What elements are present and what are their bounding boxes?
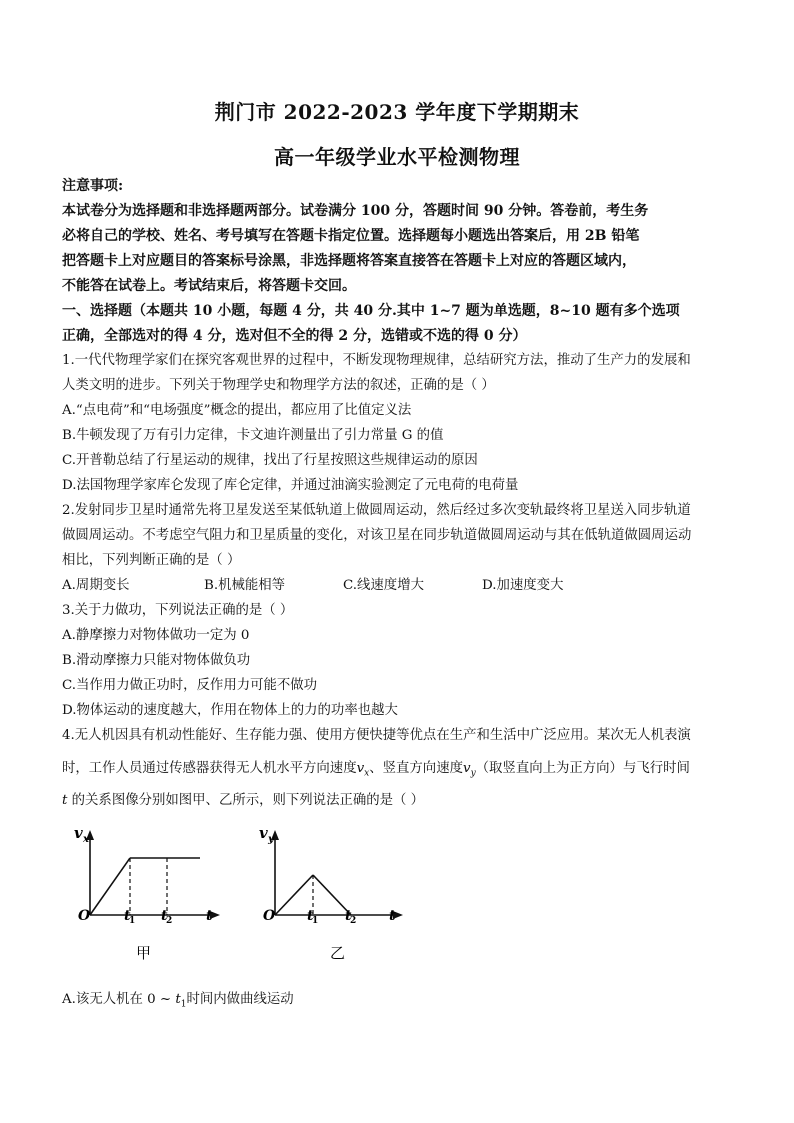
option-text: 时间内做曲线运动 xyxy=(186,992,294,1007)
option-d: D.法国物理学家库仑发现了库仑定律，并通过油滴实验测定了元电荷的电荷量 xyxy=(62,478,519,493)
figure-yi xyxy=(245,820,415,965)
question-stem: 做圆周运动。不考虑空气阻力和卫星质量的变化，对该卫星在同步轨道做圆周运动与其在低轨道做圆周运动 xyxy=(62,528,692,543)
tick-label: t xyxy=(307,908,314,924)
exam-subtitle: 高一年级学业水平检测物理 xyxy=(274,145,520,169)
origin-label: O xyxy=(78,908,91,924)
notice-line: 必将自己的学校、姓名、考号填写在答题卡指定位置。选择题每小题选出答案后，用 2B 铅笔 xyxy=(62,228,640,244)
var-t: t xyxy=(175,992,181,1007)
graph-line xyxy=(90,858,130,915)
question-stem: 3.关于力做功，下列说法正确的是（ ） xyxy=(62,603,294,618)
stem-text: 时，工作人员通过传感器获得无人机水平方向速度 xyxy=(62,761,357,776)
notice-line: 把答题卡上对应题目的答案标号涂黑，非选择题将答案直接答在答题卡上对应的答题区域内， xyxy=(62,253,636,269)
tick-label: t xyxy=(161,908,168,924)
figure-jia xyxy=(60,820,230,965)
tick-label-sub: 2 xyxy=(350,916,357,926)
question-stem xyxy=(62,757,690,779)
exam-title: 荆门市 2022-2023 学年度下学期期末 xyxy=(214,100,580,124)
var-v: v xyxy=(462,761,471,776)
notice-line: 不能答在试卷上。考试结束后，将答题卡交回。 xyxy=(62,278,356,294)
option-a: A.静摩擦力对物体做功一定为 0 xyxy=(62,628,250,643)
question-stem: 相比，下列判断正确的是（ ） xyxy=(62,553,241,568)
option-c: C.当作用力做正功时，反作用力可能不做功 xyxy=(62,678,318,693)
stem-text: 的关系图像分别如图甲、乙所示，则下列说法正确的是（ ） xyxy=(71,793,425,808)
notice-heading: 注意事项: xyxy=(62,178,124,194)
tick-label-sub: 2 xyxy=(166,916,173,926)
var-subscript: 1 xyxy=(180,999,187,1010)
question-stem xyxy=(62,789,424,808)
question-stem: 人类文明的进步。下列关于物理学史和物理学方法的叙述，正确的是（ ） xyxy=(62,378,495,393)
question-stem: 1.一代代物理学家们在探究客观世界的过程中，不断发现物理规律，总结研究方法，推动了生产力的发展和 xyxy=(62,353,691,368)
option-c: C.开普勒总结了行星运动的规律，找出了行星按照这些规律运动的原因 xyxy=(62,453,478,468)
axis-label: v xyxy=(74,824,83,842)
option-a xyxy=(62,988,294,1010)
option-a: A.“点电荷”和“电场强度”概念的提出，都应用了比值定义法 xyxy=(62,403,412,418)
stem-text: 、竖直方向速度 xyxy=(369,761,463,776)
var-subscript: x xyxy=(364,768,370,779)
axis-label-sub: y xyxy=(268,834,274,845)
tick-label: t xyxy=(124,908,131,924)
tick-label-sub: 1 xyxy=(129,916,136,926)
notice-line: 本试卷分为选择题和非选择题两部分。试卷满分 100 分，答题时间 90 分钟。答卷前，考生务 xyxy=(62,203,649,219)
section-heading: 正确，全部选对的得 4 分，选对但不全的得 2 分，选错或不选的得 0 分） xyxy=(62,328,527,344)
option-b: B.牛顿发现了万有引力定律，卡文迪许测量出了引力常量 G 的值 xyxy=(62,428,444,443)
option-d: D.加速度变大 xyxy=(482,578,564,593)
tick-label: t xyxy=(345,908,352,924)
var-v: v xyxy=(356,761,365,776)
var-t: t xyxy=(62,793,68,808)
option-a: A.周期变长 xyxy=(62,578,130,593)
question-stem: 2.发射同步卫星时通常先将卫星发送至某低轨道上做圆周运动，然后经过多次变轨最终将卫星送入同步轨道 xyxy=(62,503,691,518)
axis-label: t xyxy=(206,908,213,924)
option-b: B.机械能相等 xyxy=(204,578,286,593)
axis-label-sub: x xyxy=(83,834,89,845)
origin-label: O xyxy=(263,908,276,924)
axis-label: t xyxy=(389,908,396,924)
stem-text: （取竖直向上为正方向）与飞行时间 xyxy=(475,761,690,776)
option-c: C.线速度增大 xyxy=(343,578,424,593)
section-heading: 一、选择题（本题共 10 小题，每题 4 分，共 40 分.其中 1~7 题为单选题，8~10 题有多个选项 xyxy=(62,303,680,319)
axis-label: v xyxy=(259,824,268,842)
tick-label-sub: 1 xyxy=(312,916,319,926)
option-text: A.该无人机在 0 ~ xyxy=(62,992,176,1007)
figure-caption: 乙 xyxy=(330,944,346,962)
var-subscript: y xyxy=(470,768,476,779)
option-b: B.滑动摩擦力只能对物体做负功 xyxy=(62,653,251,668)
figure-caption: 甲 xyxy=(136,944,152,962)
option-d: D.物体运动的速度越大，作用在物体上的力的功率也越大 xyxy=(62,703,398,718)
question-stem: 4.无人机因具有机动性能好、生存能力强、使用方便快捷等优点在生产和生活中广泛应用。某次无人机表演 xyxy=(62,728,691,743)
